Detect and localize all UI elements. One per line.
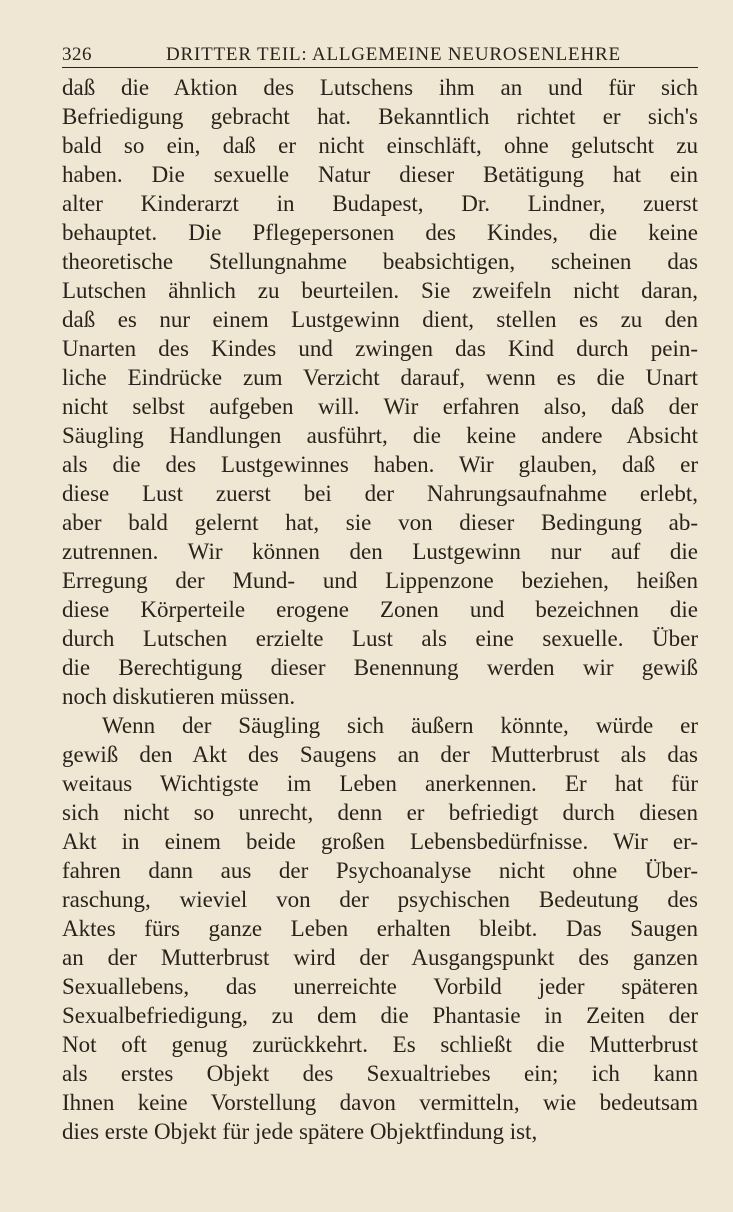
text-line: dies erste Objekt für jede spätere Objektfindung ist, [62, 1119, 538, 1144]
text-line: aber bald gelernt hat, sie von dieser Bedingung ab- [62, 510, 698, 535]
text-line: an der Mutterbrust wird der Ausgangspunkt des ganzen [62, 945, 698, 970]
text-line: die Berechtigung dieser Benennung werden wir gewiß [62, 655, 698, 680]
text-line: als erstes Objekt des Sexualtriebes ein; ich kann [62, 1061, 698, 1086]
text-line: raschung, wieviel von der psychischen Bedeutung des [62, 887, 698, 912]
header-rule [62, 67, 698, 68]
text-line: weitaus Wichtigste im Leben anerkennen. Er hat für [62, 771, 698, 796]
text-line: Not oft genug zurückkehrt. Es schließt die Mutterbrust [62, 1032, 698, 1057]
text-line: liche Eindrücke zum Verzicht darauf, wenn es die Unart [62, 365, 698, 390]
running-header [62, 38, 698, 68]
text-line: als die des Lustgewinnes haben. Wir glauben, daß er [62, 452, 698, 477]
text-line: zutrennen. Wir können den Lustgewinn nur auf die [62, 539, 698, 564]
text-line: Erregung der Mund- und Lippenzone beziehen, heißen [62, 568, 698, 593]
text-line: Säugling Handlungen ausführt, die keine andere Absicht [62, 423, 698, 448]
running-title: DRITTER TEIL: ALLGEMEINE NEUROSENLEHRE [166, 44, 621, 65]
text-line: bald so ein, daß er nicht einschläft, ohne gelutscht zu [62, 133, 698, 158]
text-line: noch diskutieren müssen. [62, 684, 296, 709]
text-line: fahren dann aus der Psychoanalyse nicht ohne Über- [62, 858, 698, 883]
text-line: gewiß den Akt des Saugens an der Mutterbrust als das [62, 742, 698, 767]
text-line: diese Lust zuerst bei der Nahrungsaufnahme erlebt, [62, 481, 698, 506]
text-line: alter Kinderarzt in Budapest, Dr. Lindner, zuerst [62, 191, 698, 216]
text-line: Unarten des Kindes und zwingen das Kind durch pein- [62, 336, 698, 361]
text-line: Ihnen keine Vorstellung davon vermitteln, wie bedeutsam [62, 1090, 698, 1115]
text-line: Sexualbefriedigung, zu dem die Phantasie in Zeiten der [62, 1003, 698, 1028]
text-line: sich nicht so unrecht, denn er befriedigt durch diesen [62, 800, 698, 825]
text-line: Akt in einem beide großen Lebensbedürfnisse. Wir er- [62, 829, 698, 854]
text-line: Lutschen ähnlich zu beurteilen. Sie zweifeln nicht daran, [62, 278, 698, 303]
text-line: durch Lutschen erzielte Lust als eine sexuelle. Über [62, 626, 698, 651]
text-line: theoretische Stellungnahme beabsichtigen, scheinen das [62, 249, 698, 274]
text-line: nicht selbst aufgeben will. Wir erfahren also, daß der [62, 394, 698, 419]
text-line: behauptet. Die Pflegepersonen des Kindes, die keine [62, 220, 698, 245]
text-line: Befriedigung gebracht hat. Bekanntlich richtet er sich's [62, 104, 698, 129]
text-line: daß es nur einem Lustgewinn dient, stellen es zu den [62, 307, 698, 332]
text-line: Wenn der Säugling sich äußern könnte, würde er [102, 713, 698, 738]
text-line: haben. Die sexuelle Natur dieser Betätigung hat ein [62, 162, 698, 187]
text-line: Aktes fürs ganze Leben erhalten bleibt. Das Saugen [62, 916, 698, 941]
page-number: 326 [62, 44, 92, 65]
text-line: diese Körperteile erogene Zonen und bezeichnen die [62, 597, 698, 622]
body-text [62, 73, 698, 1146]
paragraph [62, 73, 698, 711]
paragraph [62, 711, 698, 1146]
text-line: daß die Aktion des Lutschens ihm an und für sich [62, 75, 698, 100]
text-line: Sexuallebens, das unerreichte Vorbild jeder späteren [62, 974, 698, 999]
